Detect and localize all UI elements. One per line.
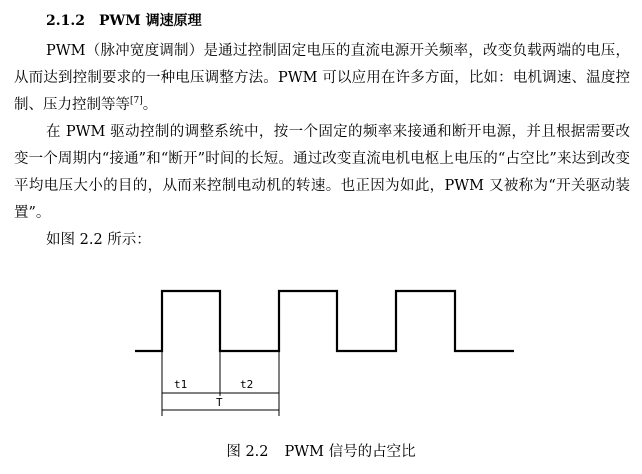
paragraph-end-punct: 。 xyxy=(142,97,158,113)
paragraph-figure-intro: 如图 2.2 所示： xyxy=(46,232,151,248)
paragraph-pwm-definition-text: PWM（脉冲宽度调制）是通过控制固定电压的直流电源开关频率，改变负载两端的电压，从而达到控制要求的一种电压调整方法。PWM 可以应用在许多方面，比如：电机调速、温度控制、压力控制等等 xyxy=(14,43,630,113)
figure-caption xyxy=(0,440,642,461)
figure-caption-number: 图 2.2 xyxy=(226,444,269,460)
pwm-waveform xyxy=(135,291,514,351)
pwm-waveform-figure xyxy=(0,260,642,440)
label-t1: t1 xyxy=(174,378,188,391)
section-heading xyxy=(46,10,202,30)
section-number: 2.1.2 xyxy=(46,13,85,29)
paragraph-pwm-control: 在 PWM 驱动控制的调整系统中，按一个固定的频率来接通和断开电源，并且根据需要改变一个周期内“接通”和“断开”时间的长短。通过改变直流电机电枢上电压的“占空比”来达到改变平均电压大小的目的，从而来控制电动机的转速。也正因为如此，PWM 又被称为“开关驱动装置”。 xyxy=(14,124,630,221)
paragraph-pwm-definition xyxy=(14,38,630,119)
citation-reference: [7] xyxy=(130,96,143,107)
label-period: T xyxy=(216,396,223,409)
figure-caption-text: PWM 信号的占空比 xyxy=(284,444,416,460)
section-title: PWM 调速原理 xyxy=(98,13,202,29)
label-t2: t2 xyxy=(240,378,254,391)
